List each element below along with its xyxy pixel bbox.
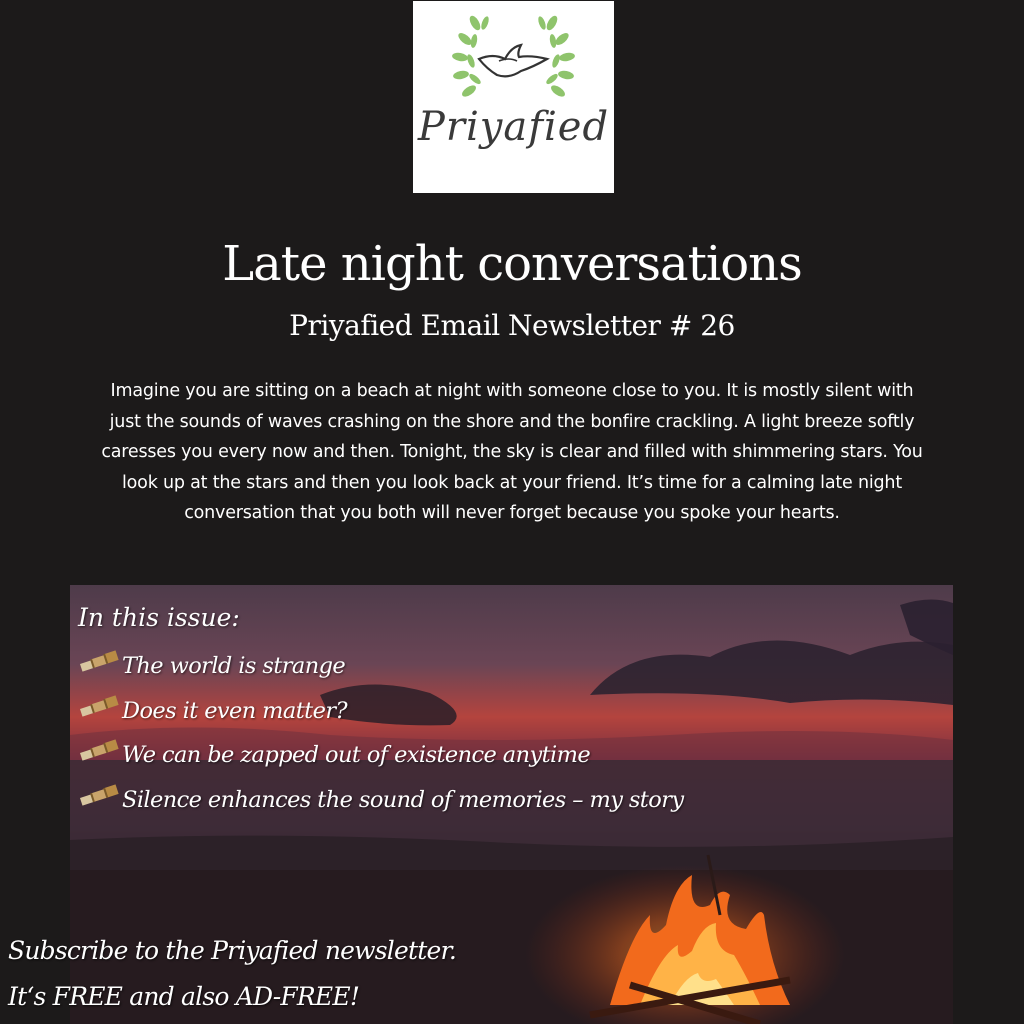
telescope-icon bbox=[76, 735, 122, 765]
issue-item-label: Silence enhances the sound of memories – my story bbox=[122, 786, 684, 813]
issue-item-label: We can be zapped out of existence anytime bbox=[122, 742, 591, 769]
page-title: Late night conversations bbox=[222, 236, 802, 292]
issue-item[interactable] bbox=[76, 733, 683, 778]
intro-paragraph: Imagine you are sitting on a beach at night with someone close to you. It is mostly silent with just the sounds of waves crashing on the shore and the bonfire crackling. A light breeze softly caresses you every now and then. Tonight, the sky is clear and filled with shimmering stars. You look up at the stars and then you look back at your friend. It’s time for a calming late night conversation that you both will never forget because you spoke your hearts. bbox=[101, 381, 923, 523]
issue-item[interactable] bbox=[76, 689, 683, 734]
logo-wordmark: Priyafied bbox=[417, 104, 610, 150]
issue-list bbox=[76, 644, 683, 822]
telescope-icon bbox=[76, 780, 122, 810]
issue-item[interactable] bbox=[76, 778, 683, 823]
issue-item[interactable] bbox=[76, 644, 683, 689]
issue-item-label: Does it even matter? bbox=[122, 697, 347, 724]
telescope-icon bbox=[76, 691, 122, 721]
page-subtitle: Priyafied Email Newsletter # 26 bbox=[289, 309, 735, 342]
subscribe-line-1: Subscribe to the Priyafied newsletter. bbox=[8, 936, 457, 965]
subscribe-line-2: It‘s FREE and also AD-FREE! bbox=[8, 982, 360, 1011]
subscribe-cta[interactable] bbox=[8, 928, 456, 1020]
telescope-icon bbox=[76, 646, 122, 676]
logo[interactable] bbox=[413, 1, 614, 193]
issue-heading: In this issue: bbox=[78, 603, 240, 632]
issue-item-label: The world is strange bbox=[122, 653, 346, 680]
